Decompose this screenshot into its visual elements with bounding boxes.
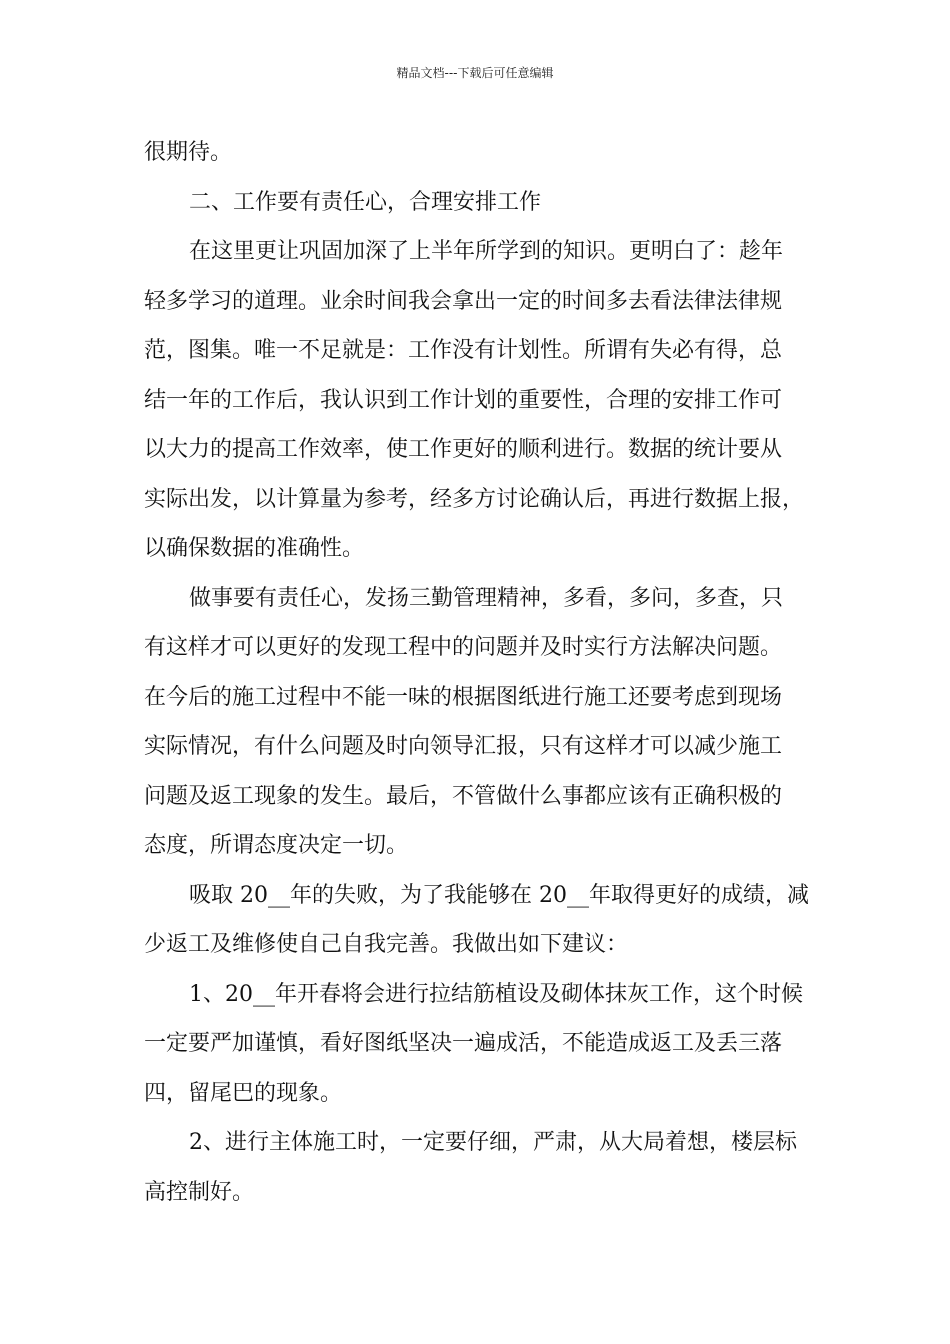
text-line: 有这样才可以更好的发现工程中的问题并及时实行方法解决问题。 (144, 635, 783, 660)
page-header: 精品文档---下载后可任意编辑 (396, 66, 554, 80)
list-item: 2、进行主体施工时，一定要仔细，严肃，从大局着想，楼层标 (189, 1130, 797, 1155)
text-line: 实际情况，有什么问题及时向领导汇报，只有这样才可以减少施工 (144, 734, 783, 759)
text-line: 实际出发，以计算量为参考，经多方讨论确认后，再进行数据上报， (144, 486, 805, 512)
text-line: 问题及返工现象的发生。最后，不管做什么事都应该有正确积极的 (144, 783, 783, 809)
document-body (144, 128, 809, 1217)
text-line: 做事要有责任心，发扬三勤管理精神，多看，多问，多查，只 (189, 585, 784, 611)
section-heading: 二、工作要有责任心，合理安排工作 (189, 189, 542, 215)
text-line: 很期待。 (144, 140, 233, 165)
text-line: 在这里更让巩固加深了上半年所学到的知识。更明白了：趁年 (189, 239, 784, 264)
text-line: 以大力的提高工作效率，使工作更好的顺利进行。数据的统计要从 (144, 437, 783, 462)
text-line: 轻多学习的道理。业余时间我会拿出一定的时间多去看法律法律规 (144, 288, 783, 314)
text-line: 结一年的工作后，我认识到工作计划的重要性，合理的安排工作可 (144, 387, 783, 413)
text-line: 以确保数据的准确性。 (144, 536, 365, 561)
list-item: 1、20__年开春将会进行拉结筋植设及砌体抹灰工作，这个时候 (189, 981, 803, 1007)
text-line: 范，图集。唯一不足就是：工作没有计划性。所谓有失必有得，总 (144, 338, 783, 363)
text-line: 在今后的施工过程中不能一味的根据图纸进行施工还要考虑到现场 (144, 684, 783, 710)
text-line: 吸取 20__年的失败，为了我能够在 20__年取得更好的成绩，减 (189, 882, 809, 908)
text-line: 四，留尾巴的现象。 (144, 1080, 343, 1106)
text-line: 一定要严加谨慎，看好图纸坚决一遍成活，不能造成返工及丢三落 (144, 1031, 783, 1056)
text-line: 态度，所谓态度决定一切。 (144, 833, 409, 858)
text-line: 高控制好。 (144, 1179, 255, 1205)
text-line: 少返工及维修使自己自我完善。我做出如下建议： (144, 932, 629, 957)
